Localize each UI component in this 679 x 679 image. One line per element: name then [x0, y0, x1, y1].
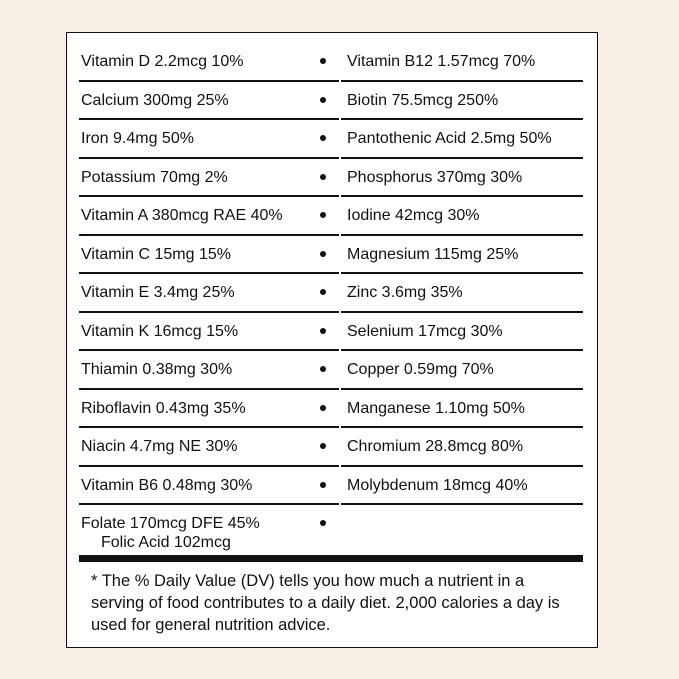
bullet-dot [320, 58, 326, 64]
nutrient-right: Selenium 17mcg 30% [347, 322, 503, 340]
daily-value-footnote: * The % Daily Value (DV) tells you how much a nutrient in a serving of food contributes to a daily diet. 2,000 calories a day is used for general nutrition advice. [91, 572, 560, 634]
nutrient-right: Manganese 1.10mg 50% [347, 399, 525, 417]
nutrient-row [79, 274, 583, 313]
nutrient-left: Vitamin K 16mcg 15% [81, 322, 239, 340]
nutrient-left [81, 514, 260, 552]
bullet-dot [320, 289, 326, 295]
nutrient-row [79, 197, 583, 236]
bullet-dot [320, 212, 326, 218]
nutrient-right: Molybdenum 18mcg 40% [347, 476, 528, 494]
thick-divider [79, 555, 583, 562]
folic-acid-label: Folic Acid 102mcg [101, 534, 231, 551]
nutrient-row [79, 313, 583, 352]
nutrient-row [79, 159, 583, 198]
nutrient-left: Iron 9.4mg 50% [81, 130, 194, 147]
nutrient-row [79, 120, 583, 159]
nutrient-left: Vitamin D 2.2mcg 10% [81, 53, 244, 70]
bullet-dot [320, 482, 326, 488]
nutrient-right: Zinc 3.6mg 35% [347, 284, 463, 301]
nutrient-right: Pantothenic Acid 2.5mg 50% [347, 130, 552, 147]
nutrient-list [79, 43, 583, 563]
nutrient-row [79, 43, 583, 82]
bullet-dot [320, 135, 326, 141]
nutrient-left: Calcium 300mg 25% [81, 91, 229, 109]
nutrient-left: Thiamin 0.38mg 30% [81, 361, 233, 378]
nutrient-left: Vitamin E 3.4mg 25% [81, 284, 235, 301]
nutrient-left: Vitamin A 380mcg RAE 40% [81, 207, 283, 224]
bullet-dot [320, 174, 326, 180]
nutrient-right: Magnesium 115mg 25% [347, 245, 519, 263]
bullet-dot [320, 520, 326, 526]
bullet-dot [320, 405, 326, 411]
bullet-dot [320, 366, 326, 372]
nutrient-row [79, 236, 583, 275]
nutrient-left: Riboflavin 0.43mg 35% [81, 399, 246, 417]
bullet-dot [320, 328, 326, 334]
nutrient-right: Copper 0.59mg 70% [347, 361, 494, 378]
bullet-dot [320, 251, 326, 257]
nutrient-row [79, 390, 583, 429]
bullet-dot [320, 443, 326, 449]
nutrient-right: Chromium 28.8mcg 80% [347, 438, 524, 455]
nutrient-left: Vitamin C 15mg 15% [81, 245, 231, 263]
nutrient-right: Vitamin B12 1.57mcg 70% [347, 53, 536, 70]
bullet-dot [320, 97, 326, 103]
folate-label: Folate 170mcg DFE 45% [81, 515, 260, 532]
nutrient-row [79, 82, 583, 121]
nutrient-row [79, 351, 583, 390]
nutrient-panel [66, 32, 598, 648]
nutrient-left: Niacin 4.7mg NE 30% [81, 438, 238, 455]
nutrient-right: Biotin 75.5mcg 250% [347, 91, 499, 109]
nutrient-row [79, 428, 583, 467]
nutrient-left: Potassium 70mg 2% [81, 168, 228, 186]
nutrient-right: Iodine 42mcg 30% [347, 207, 480, 224]
nutrient-right: Phosphorus 370mg 30% [347, 168, 523, 186]
nutrient-left: Vitamin B6 0.48mg 30% [81, 476, 253, 494]
nutrient-row [79, 467, 583, 506]
